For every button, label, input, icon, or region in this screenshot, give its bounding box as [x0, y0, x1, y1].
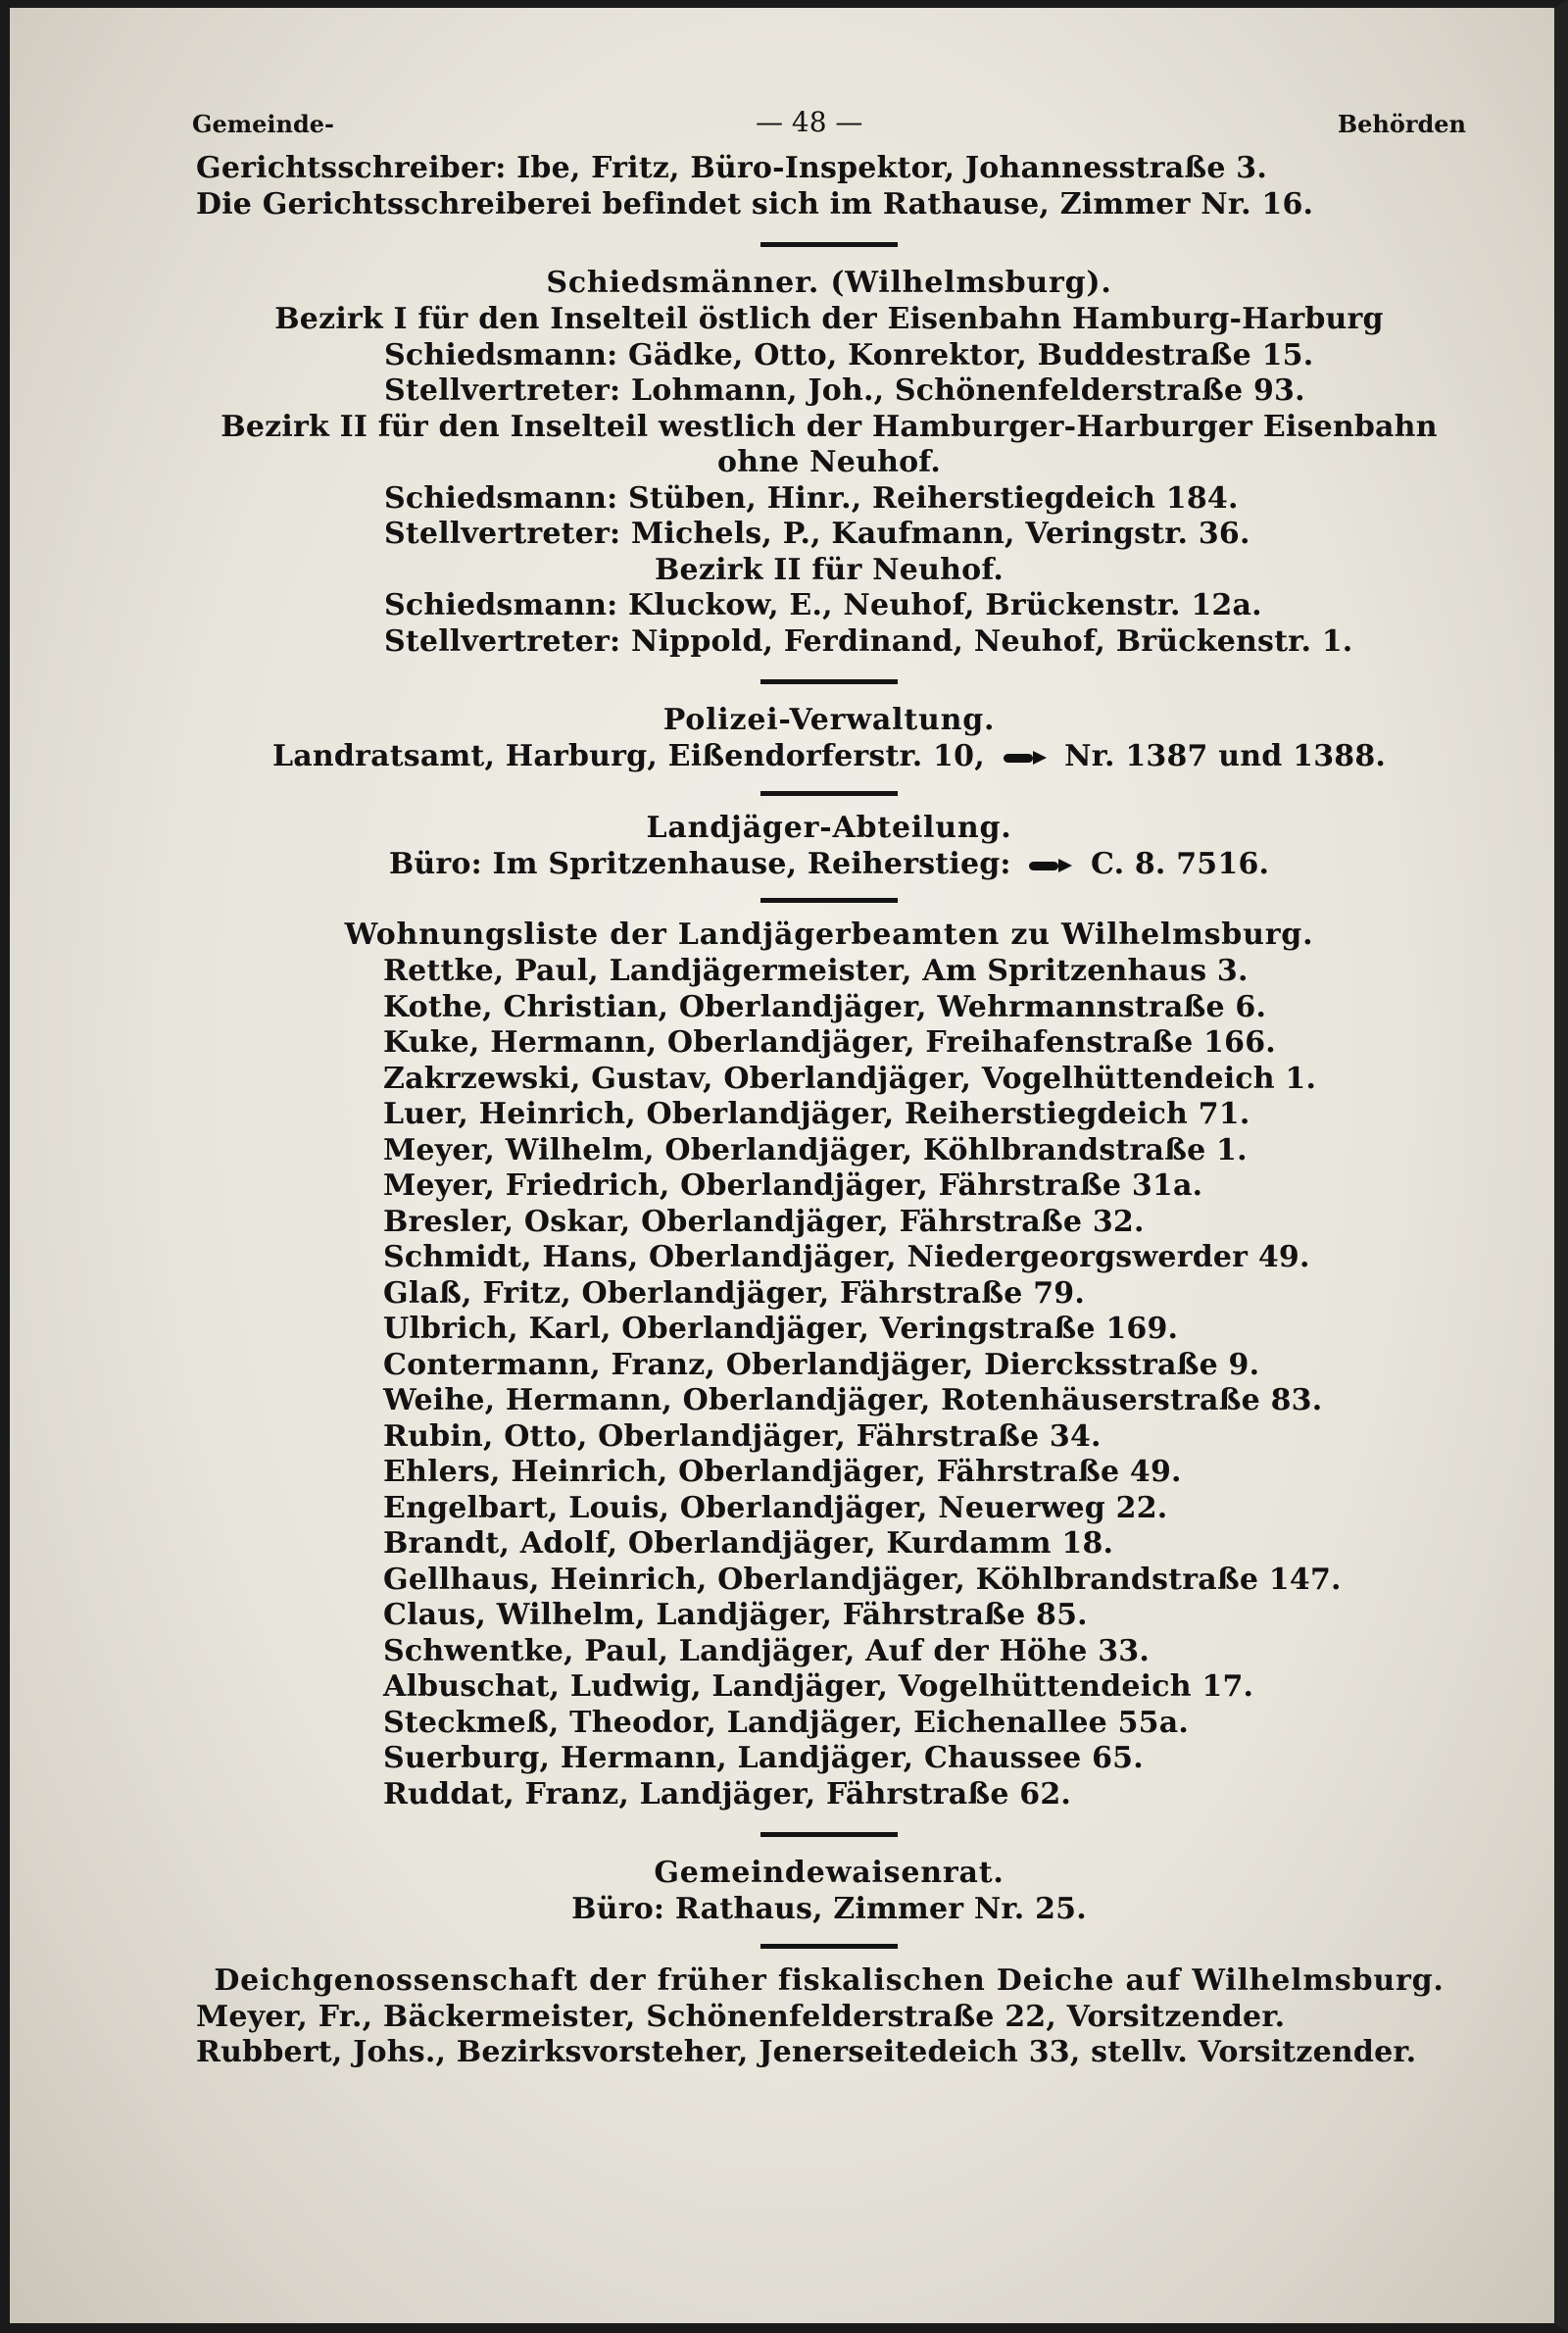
telephone-icon [1029, 859, 1072, 872]
list-item: Gellhaus, Heinrich, Oberlandjäger, Köhlbrandstraße 147. [383, 1562, 1342, 1597]
list-item: Meyer, Wilhelm, Oberlandjäger, Köhlbrandstraße 1. [383, 1132, 1248, 1167]
schiedsmaenner-section [192, 265, 1466, 660]
list-item: Ulbrich, Karl, Oberlandjäger, Veringstraße 169. [383, 1312, 1179, 1346]
list-item: Claus, Wilhelm, Landjäger, Fährstraße 85. [383, 1598, 1088, 1632]
bezirk-heading: ohne Neuhof. [717, 445, 941, 479]
text-line: Die Gerichtsschreiberei befindet sich im Rathause, Zimmer Nr. 16. [196, 186, 1314, 222]
header-right: Behörden [1337, 110, 1466, 138]
gericht-section [192, 151, 1466, 223]
bezirk-heading: Bezirk II für den Inselteil westlich der Hamburger-Harburger Eisenbahn [220, 409, 1438, 444]
text-line [192, 847, 1466, 883]
section-title: Wohnungsliste der Landjägerbeamten zu Wilhelmsburg. [344, 918, 1314, 952]
text-line: Schiedsmann: Gädke, Otto, Konrektor, Buddestraße 15. [384, 337, 1314, 372]
landjaeger-section [192, 810, 1466, 883]
text-line: Stellvertreter: Michels, P., Kaufmann, Veringstr. 36. [384, 517, 1250, 551]
text-line: Stellvertreter: Lohmann, Joh., Schönenfelderstraße 93. [384, 373, 1305, 408]
text-line: Schiedsmann: Stüben, Hinr., Reiherstiegdeich 184. [384, 480, 1239, 516]
list-item: Bresler, Oskar, Oberlandjäger, Fährstraße 32. [383, 1204, 1145, 1239]
text-line [192, 739, 1466, 775]
section-divider [760, 1944, 898, 1949]
text-line: Meyer, Fr., Bäckermeister, Schönenfelderstraße 22, Vorsitzender. [196, 1999, 1286, 2034]
list-item: Glaß, Fritz, Oberlandjäger, Fährstraße 79. [383, 1275, 1086, 1311]
address-text: Büro: Im Spritzenhause, Reiherstieg: [388, 846, 1011, 881]
section-title: Landjäger-Abteilung. [646, 810, 1012, 845]
page-content [192, 151, 1466, 2071]
text-line: Gerichtsschreiber: Ibe, Fritz, Büro-Inspektor, Johannesstraße 3. [196, 151, 1268, 185]
list-item: Weihe, Hermann, Oberlandjäger, Rotenhäuserstraße 83. [383, 1383, 1323, 1417]
list-item: Engelbart, Louis, Oberlandjäger, Neuerweg 22. [383, 1490, 1168, 1525]
phone-number: Nr. 1387 und 1388. [1064, 739, 1387, 773]
list-item: Ruddat, Franz, Landjäger, Fährstraße 62. [383, 1776, 1072, 1812]
section-divider [760, 1832, 898, 1837]
waisenrat-section [192, 1855, 1466, 1928]
text-line: Rubbert, Johs., Bezirksvorsteher, Jenerseitedeich 33, stellv. Vorsitzender. [196, 2035, 1417, 2069]
section-title: Polizei-Verwaltung. [662, 703, 996, 737]
bezirk-heading: Bezirk I für den Inselteil östlich der Eisenbahn Hamburg-Harburg [274, 302, 1384, 336]
section-divider [760, 679, 898, 684]
page-header [192, 102, 1466, 141]
list-item: Meyer, Friedrich, Oberlandjäger, Fährstraße 31a. [383, 1168, 1203, 1203]
section-divider [760, 898, 898, 903]
list-item: Rubin, Otto, Oberlandjäger, Fährstraße 34. [383, 1418, 1102, 1454]
wohnungsliste-section [192, 917, 1466, 1812]
polizei-section [192, 702, 1466, 775]
section-divider [760, 242, 898, 247]
list-item: Steckmeß, Theodor, Landjäger, Eichenallee 55a. [383, 1705, 1190, 1740]
address-text: Landratsamt, Harburg, Eißendorferstr. 10, [271, 739, 985, 773]
list-item: Zakrzewski, Gustav, Oberlandjäger, Vogelhüttendeich 1. [383, 1061, 1317, 1096]
list-item: Schmidt, Hans, Oberlandjäger, Niedergeorgswerder 49. [383, 1240, 1310, 1274]
bezirk-heading: Bezirk II für Neuhof. [654, 552, 1004, 587]
residence-list [192, 954, 1466, 1812]
text-line: Schiedsmann: Kluckow, E., Neuhof, Brückenstr. 12a. [384, 588, 1262, 622]
text-line: Stellvertreter: Nippold, Ferdinand, Neuhof, Brückenstr. 1. [384, 623, 1353, 659]
list-item: Albuschat, Ludwig, Landjäger, Vogelhüttendeich 17. [383, 1669, 1254, 1704]
page-number: — 48 — [756, 106, 863, 138]
list-item: Luer, Heinrich, Oberlandjäger, Reiherstiegdeich 71. [383, 1097, 1250, 1131]
header-left: Gemeinde- [192, 110, 335, 138]
list-item: Ehlers, Heinrich, Oberlandjäger, Fährstraße 49. [383, 1455, 1182, 1489]
telephone-icon [1004, 751, 1047, 765]
list-item: Kuke, Hermann, Oberlandjäger, Freihafenstraße 166. [383, 1025, 1276, 1060]
list-item: Contermann, Franz, Oberlandjäger, Diercksstraße 9. [383, 1347, 1260, 1382]
section-divider [760, 791, 898, 796]
list-item: Brandt, Adolf, Oberlandjäger, Kurdamm 18. [383, 1526, 1114, 1561]
text-line: Büro: Rathaus, Zimmer Nr. 25. [571, 1892, 1087, 1926]
list-item: Rettke, Paul, Landjägermeister, Am Spritzenhaus 3. [383, 954, 1249, 988]
list-item: Suerburg, Hermann, Landjäger, Chaussee 65. [383, 1741, 1144, 1775]
list-item: Schwentke, Paul, Landjäger, Auf der Höhe 33. [383, 1633, 1151, 1668]
phone-number: C. 8. 7516. [1091, 846, 1270, 881]
deich-section [192, 1962, 1466, 2071]
list-item: Kothe, Christian, Oberlandjäger, Wehrmannstraße 6. [383, 989, 1267, 1024]
section-title: Gemeindewaisenrat. [654, 1856, 1004, 1890]
section-title: Deichgenossenschaft der früher fiskalischen Deiche auf Wilhelmsburg. [214, 1962, 1445, 1998]
section-title: Schiedsmänner. (Wilhelmsburg). [546, 266, 1112, 300]
